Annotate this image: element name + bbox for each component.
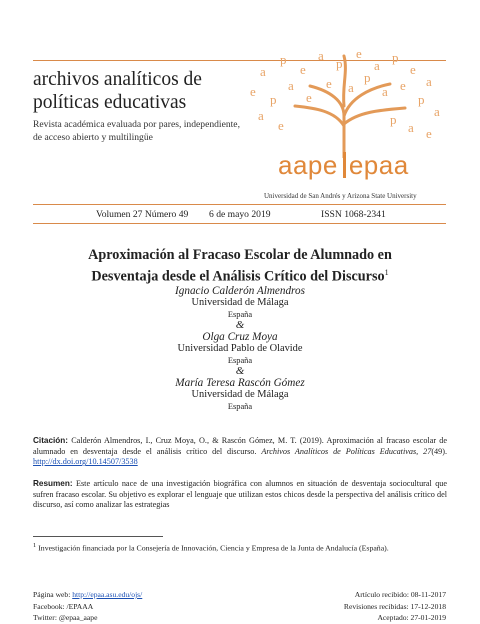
author-institution: Universidad de Málaga <box>191 389 289 400</box>
twitter-text: Twitter: @epaa_aape <box>33 613 98 622</box>
aape-epaa-logo <box>278 150 409 181</box>
svg-text:a: a <box>408 120 414 135</box>
svg-text:a: a <box>382 84 388 99</box>
abstract-paragraph <box>33 479 447 511</box>
svg-text:a: a <box>374 58 380 73</box>
svg-text:p: p <box>392 50 399 65</box>
journal-subtitle <box>33 118 263 144</box>
author-separator: & <box>235 319 245 331</box>
author-country: España <box>227 356 253 365</box>
citation-issue: (49). <box>431 446 447 456</box>
author-name: Olga Cruz Moya <box>202 331 278 343</box>
universities-line: Universidad de San Andrés y Arizona State University <box>264 192 417 200</box>
abstract-label: Resumen: <box>33 479 73 488</box>
svg-text:e: e <box>356 46 362 61</box>
author-separator: & <box>235 365 245 377</box>
facebook-text: Facebook: /EPAAA <box>33 601 94 611</box>
journal-title-line2: políticas educativas <box>33 92 187 113</box>
svg-text:e: e <box>250 84 256 99</box>
received-date: Artículo recibido: 08-11-2017 <box>354 590 446 599</box>
volume-number: Volumen 27 Número 49 <box>96 209 189 220</box>
svg-text:a: a <box>288 78 294 93</box>
journal-title-line1: archivos analíticos de <box>33 69 202 90</box>
accepted-date: Aceptado: 27-01-2019 <box>377 613 446 622</box>
citation-paragraph <box>33 436 447 468</box>
citation-doi-link[interactable]: http://dx.doi.org/10.14507/3538 <box>33 457 138 467</box>
author-institution: Universidad de Málaga <box>191 297 289 308</box>
svg-text:e: e <box>426 126 432 141</box>
svg-text:a: a <box>426 74 432 89</box>
logo-right-text: epaa <box>348 150 409 180</box>
svg-text:a: a <box>318 48 324 63</box>
journal-title <box>33 68 273 114</box>
svg-text:e: e <box>326 76 332 91</box>
footnote <box>33 541 447 554</box>
svg-text:e: e <box>300 62 306 77</box>
author-block <box>40 331 440 366</box>
svg-text:a: a <box>348 80 354 95</box>
title-footnote-mark[interactable]: 1 <box>384 268 389 277</box>
svg-text:e: e <box>306 90 312 105</box>
authors-block <box>40 285 440 412</box>
svg-text:p: p <box>280 52 287 67</box>
svg-text:p: p <box>270 92 277 107</box>
footer-dates <box>344 589 446 624</box>
footer-contacts <box>33 589 142 624</box>
svg-text:p: p <box>336 56 343 71</box>
svg-text:e: e <box>400 78 406 93</box>
svg-text:p: p <box>364 70 371 85</box>
author-country: España <box>227 310 253 319</box>
svg-text:a: a <box>260 64 266 79</box>
abstract-text: Este artículo nace de una investigación biográfica con alumnos en situación de desventaja sociocultural que sufren fracaso escolar. Su objetivo es explorar el lenguaje que utilizan estos chicos desde la perspectiva del análisis crítico del discurso, así como analizar las estrategias <box>33 479 448 510</box>
article-title-line1: Aproximación al Fracaso Escolar de Alumnado en <box>88 247 392 263</box>
issue-date: 6 de mayo 2019 <box>209 209 271 220</box>
svg-text:p: p <box>418 92 425 107</box>
logo-divider <box>343 152 346 178</box>
author-block <box>40 285 440 320</box>
logo-left-text: aape <box>278 150 338 180</box>
author-name: Ignacio Calderón Almendros <box>175 285 305 297</box>
footnote-text: Investigación financiada por la Consejería de Innovación, Ciencia y Empresa de la Junta de Andalucía (España). <box>38 543 389 553</box>
article-title-line2: Desventaja desde el Análisis Crítico del Discurso <box>91 268 385 285</box>
svg-text:e: e <box>410 62 416 77</box>
svg-text:e: e <box>278 118 284 133</box>
web-label: Página web: <box>33 590 71 599</box>
issue-bottom-rule <box>33 223 446 224</box>
citation-text: Calderón Almendros, I., Cruz Moya, O., & Rascón Gómez, M. T. (2019). Aproximación al fracaso escolar de alumnado en desventaja desde el análisis crítico del discurso. <box>33 436 447 456</box>
svg-text:a: a <box>434 104 440 119</box>
website-link[interactable]: http://epaa.asu.edu/ojs/ <box>72 590 143 599</box>
svg-text:a: a <box>258 108 264 123</box>
journal-subtitle-line2: de acceso abierto y multilingüe <box>33 132 153 143</box>
author-institution: Universidad Pablo de Olavide <box>177 343 303 354</box>
issn: ISSN 1068-2341 <box>321 209 386 220</box>
citation-label: Citación: <box>33 436 69 445</box>
tree-logo-icon <box>240 46 448 158</box>
author-block <box>40 377 440 412</box>
article-title <box>40 247 440 286</box>
author-country: España <box>227 402 253 411</box>
footnote-mark: 1 <box>33 542 37 549</box>
issue-top-rule <box>33 204 446 205</box>
svg-text:p: p <box>390 112 397 127</box>
citation-journal: Archivos Analíticos de Políticas Educativas, 27 <box>261 446 432 456</box>
journal-subtitle-line1: Revista académica evaluada por pares, independiente, <box>33 119 240 130</box>
revisions-date: Revisiones recibidas: 17-12-2018 <box>343 601 446 611</box>
author-name: María Teresa Rascón Gómez <box>175 377 305 389</box>
footnote-rule <box>33 536 163 537</box>
